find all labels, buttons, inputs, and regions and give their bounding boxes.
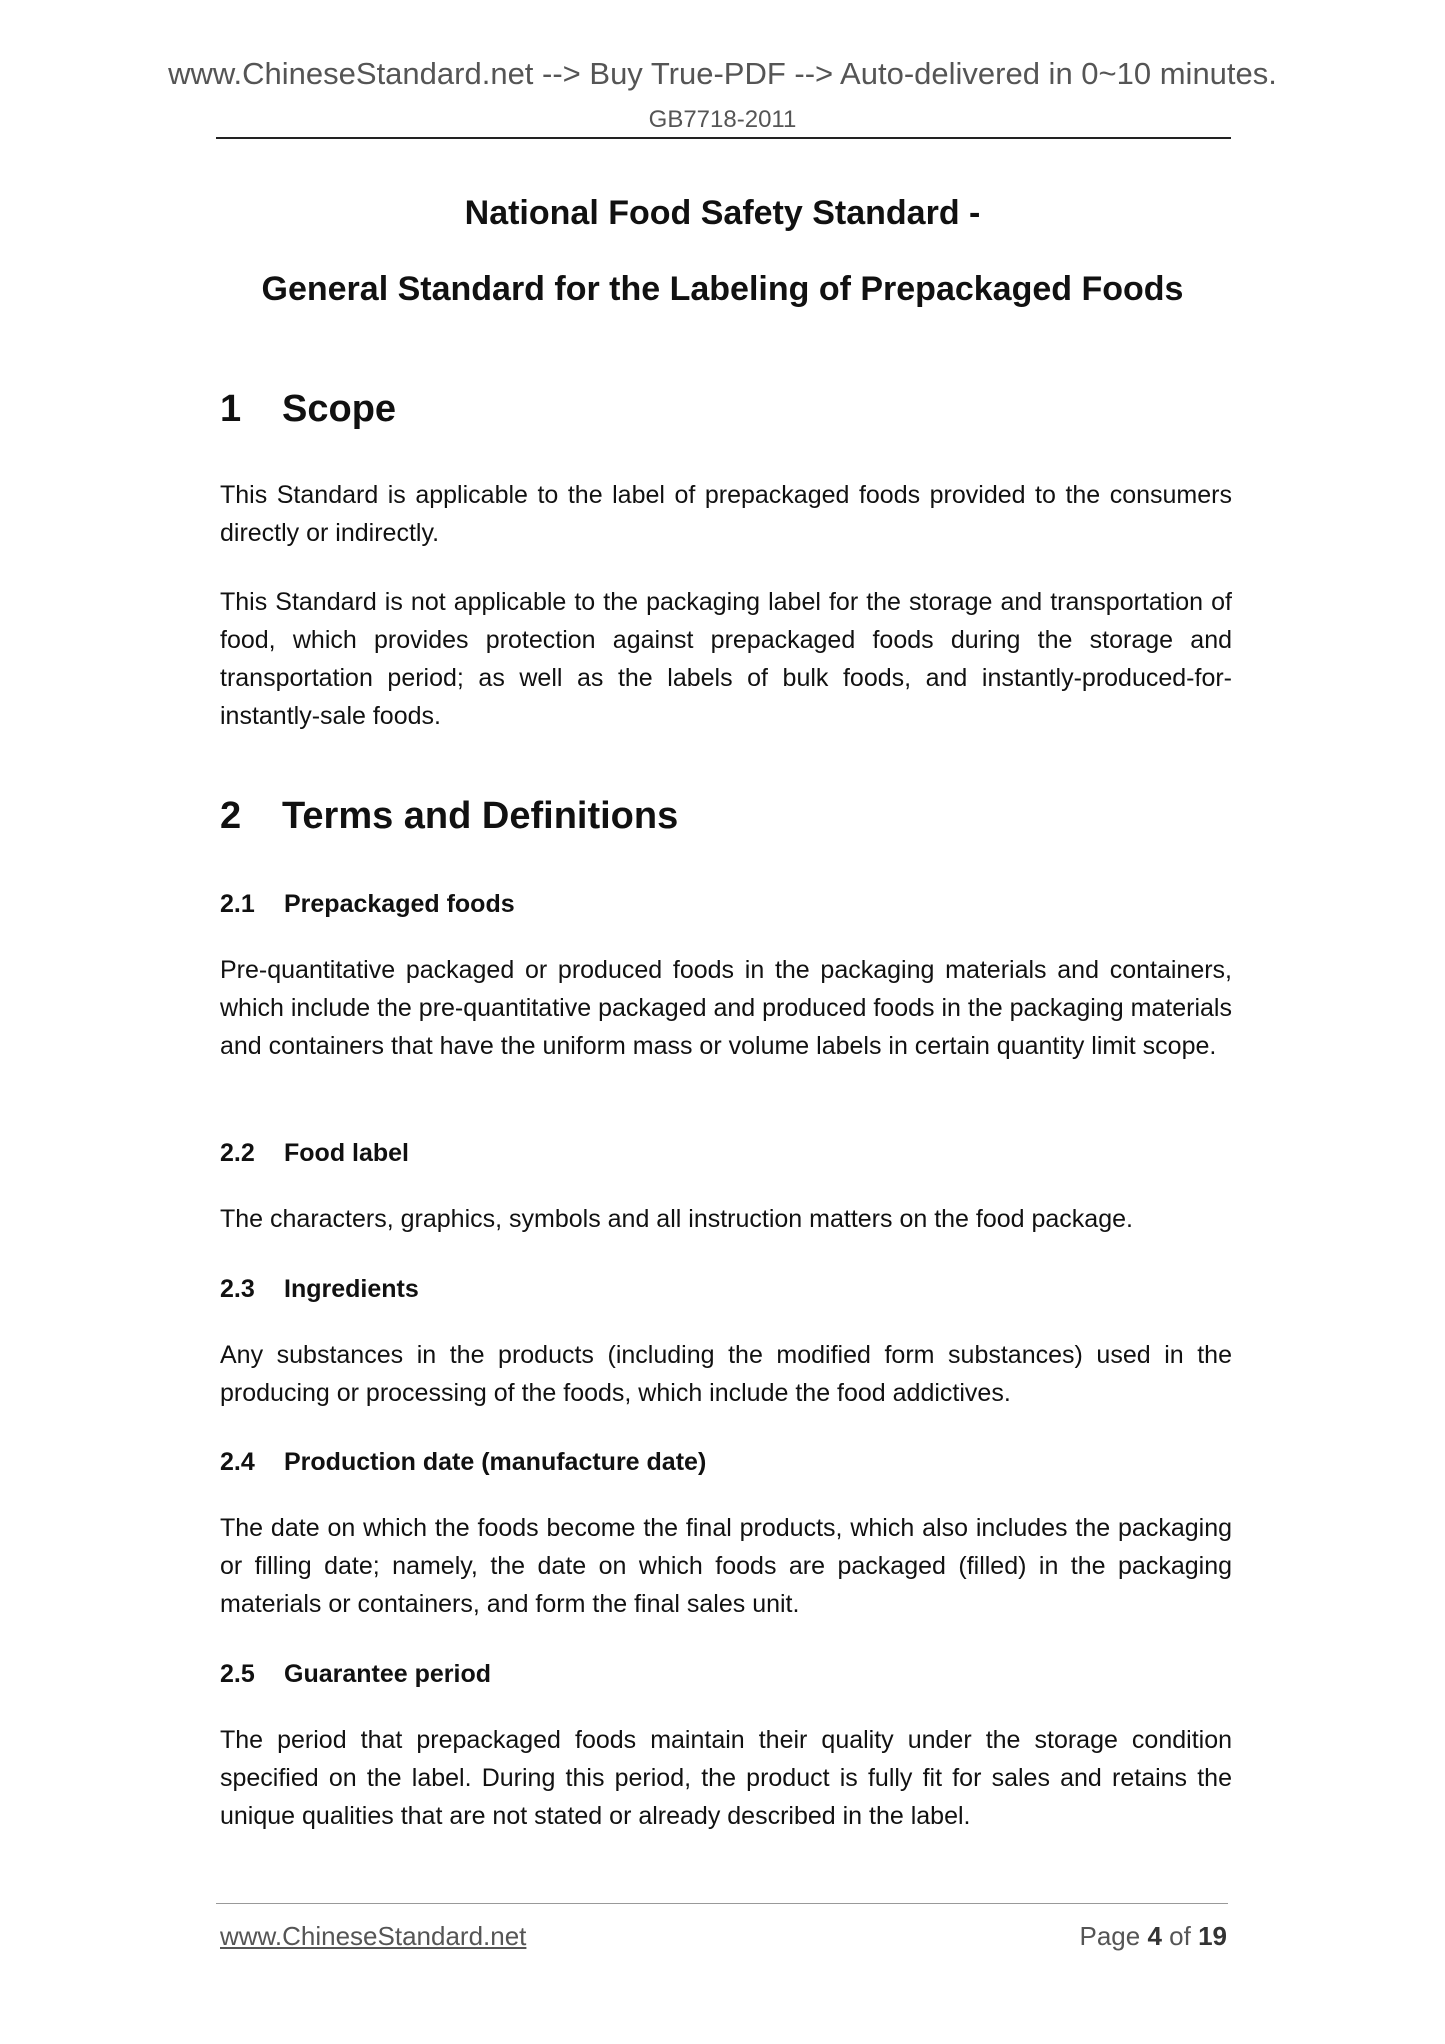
subsection-title: Ingredients	[284, 1275, 419, 1303]
subsection-title: Food label	[284, 1139, 409, 1167]
subsection-title: Prepackaged foods	[284, 890, 515, 918]
subsection-heading	[220, 1139, 409, 1168]
subsection-number: 2.2	[220, 1139, 255, 1167]
subsection-number: 2.4	[220, 1448, 255, 1476]
section-heading-terms	[220, 795, 678, 838]
page-number	[1079, 1921, 1227, 1952]
paragraph: Pre-quantitative packaged or produced foods in the packaging materials and containers, which include the pre-quantitative packaged and produced foods in the packaging materials and containers that have the uniform mass or volume labels in certain quantity limit scope.	[220, 956, 1232, 1060]
footer-website-link[interactable]: www.ChineseStandard.net	[220, 1921, 527, 1951]
subsection-heading	[220, 890, 515, 919]
paragraph: Any substances in the products (including the modified form substances) used in the producing or processing of the foods, which include the food addictives.	[220, 1341, 1232, 1407]
section-number: 2	[220, 795, 242, 837]
paragraph: The characters, graphics, symbols and all instruction matters on the food package.	[220, 1205, 1133, 1233]
header-banner[interactable]: www.ChineseStandard.net --> Buy True-PDF --> Auto-delivered in 0~10 minutes.	[168, 56, 1277, 91]
paragraph: The period that prepackaged foods maintain their quality under the storage condition specified on the label. During this period, the product is fully fit for sales and retains the unique qualities that are not stated or already described in the label.	[220, 1726, 1232, 1830]
subsection-number: 2.3	[220, 1275, 255, 1303]
section-number: 1	[220, 388, 242, 430]
page-of: of	[1169, 1921, 1191, 1951]
page-current: 4	[1147, 1921, 1162, 1951]
page-label: Page	[1079, 1921, 1141, 1951]
paragraph: This Standard is applicable to the label of prepackaged foods provided to the consumers directly or indirectly.	[220, 481, 1232, 547]
page-total: 19	[1198, 1921, 1227, 1951]
subsection-heading	[220, 1275, 419, 1304]
subsection-title: Guarantee period	[284, 1660, 491, 1688]
document-title-line1: National Food Safety Standard -	[464, 194, 981, 232]
paragraph: The date on which the foods become the final products, which also includes the packaging or filling date; namely, the date on which foods are packaged (filled) in the packaging materials or containers, and form the final sales unit.	[220, 1514, 1232, 1618]
section-heading-scope	[220, 388, 396, 431]
section-title: Terms and Definitions	[282, 795, 679, 837]
paragraph: This Standard is not applicable to the packaging label for the storage and transportation of food, which provides protection against prepackaged foods during the storage and transportation period; as well as the labels of bulk foods, and instantly-produced-for-instantly-sale foods.	[220, 588, 1232, 730]
standard-code: GB7718-2011	[648, 106, 797, 133]
subsection-number: 2.5	[220, 1660, 255, 1688]
subsection-heading	[220, 1448, 706, 1477]
section-title: Scope	[282, 388, 397, 430]
subsection-title: Production date (manufacture date)	[284, 1448, 707, 1476]
subsection-heading	[220, 1660, 491, 1689]
subsection-number: 2.1	[220, 890, 255, 918]
footer-divider	[216, 1903, 1228, 1904]
document-title-line2: General Standard for the Labeling of Prepackaged Foods	[261, 270, 1184, 308]
header-divider	[216, 137, 1231, 139]
